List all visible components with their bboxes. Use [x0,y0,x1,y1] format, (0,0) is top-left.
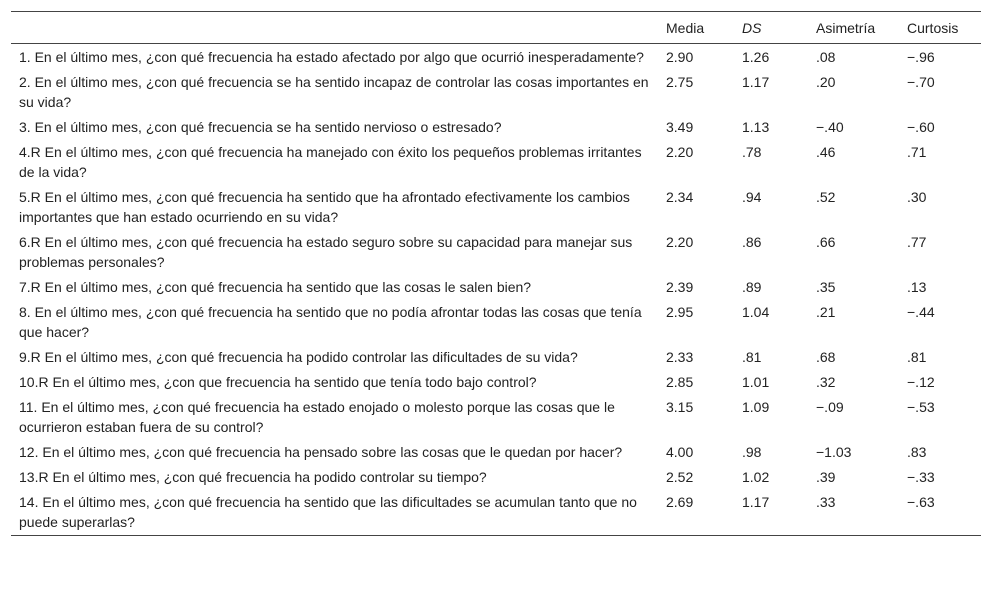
ds-cell: .78 [742,144,762,160]
ds-cell: 1.01 [742,374,770,390]
item-cell: 3. En el último mes, ¿con qué frecuencia se ha sentido nervioso o estresado? [19,119,502,135]
curtosis-cell: .83 [907,444,927,460]
curtosis-cell: .13 [907,279,927,295]
table-container [11,11,981,536]
curtosis-cell: −.70 [907,74,935,90]
header-row [11,12,981,44]
asimetria-cell: −1.03 [816,444,852,460]
asimetria-cell: .33 [808,489,899,536]
asimetria-cell: .32 [816,374,836,390]
media-cell: 2.69 [658,489,734,536]
header-asimetria: Asimetría [808,12,899,44]
table-row [11,489,981,536]
ds-cell: .81 [742,349,762,365]
ds-cell: 1.09 [742,399,770,415]
item-cell: 6.R En el último mes, ¿con qué frecuencia ha estado seguro sobre su capacidad para manejar sus problemas personales? [19,234,633,270]
asimetria-cell: .21 [816,304,836,320]
asimetria-cell: −.40 [816,119,844,135]
curtosis-cell: −.53 [907,399,935,415]
curtosis-cell: −.96 [907,49,935,65]
table-row [11,464,981,489]
media-cell: 2.39 [666,279,694,295]
table-body [11,44,981,536]
header-media: Media [658,12,734,44]
curtosis-cell: −.33 [907,469,935,485]
item-cell: 1. En el último mes, ¿con qué frecuencia ha estado afectado por algo que ocurrió inesperadamente? [19,49,644,65]
asimetria-cell: .20 [816,74,836,90]
table-header [11,12,981,44]
ds-cell: 1.26 [742,49,770,65]
curtosis-cell: −.60 [907,119,935,135]
media-cell: 2.52 [666,469,694,485]
media-cell: 3.15 [666,399,694,415]
table-row [11,229,981,274]
asimetria-cell: .66 [816,234,836,250]
header-ds: DS [734,12,808,44]
table-row [11,439,981,464]
curtosis-cell: −.63 [899,489,981,536]
curtosis-cell: .30 [907,189,927,205]
item-cell: 7.R En el último mes, ¿con qué frecuencia ha sentido que las cosas le salen bien? [19,279,532,295]
media-cell: 3.49 [666,119,694,135]
asimetria-cell: .35 [816,279,836,295]
header-item [11,12,658,44]
item-cell: 12. En el último mes, ¿con qué frecuencia ha pensado sobre las cosas que le quedan por hacer? [19,444,623,460]
item-cell: 5.R En el último mes, ¿con qué frecuencia ha sentido que ha afrontado efectivamente los cambios importantes que han estado ocurriendo en su vida? [19,189,630,225]
table-row [11,69,981,114]
ds-cell: 1.13 [742,119,770,135]
media-cell: 2.33 [666,349,694,365]
table-row [11,44,981,70]
curtosis-cell: −.12 [907,374,935,390]
table-row [11,114,981,139]
item-cell: 9.R En el último mes, ¿con qué frecuencia ha podido controlar las dificultades de su vida? [19,349,578,365]
media-cell: 2.95 [666,304,694,320]
ds-cell: 1.02 [742,469,770,485]
item-cell: 14. En el último mes, ¿con qué frecuencia ha sentido que las dificultades se acumulan tanto que no puede superarlas? [11,489,658,536]
table-row [11,139,981,184]
descriptive-stats-table [11,11,981,536]
item-cell: 4.R En el último mes, ¿con qué frecuencia ha manejado con éxito los pequeños problemas irritantes de la vida? [19,144,642,180]
asimetria-cell: .39 [816,469,836,485]
ds-cell: .94 [742,189,762,205]
media-cell: 2.20 [666,234,694,250]
ds-cell: 1.17 [734,489,808,536]
ds-cell: .86 [742,234,762,250]
item-cell: 8. En el último mes, ¿con qué frecuencia ha sentido que no podía afrontar todas las cosas que tenía que hacer? [19,304,642,340]
table-row [11,274,981,299]
asimetria-cell: .46 [816,144,836,160]
media-cell: 2.75 [666,74,694,90]
asimetria-cell: .08 [816,49,836,65]
table-row [11,394,981,439]
media-cell: 4.00 [666,444,694,460]
ds-cell: .98 [742,444,762,460]
header-curtosis: Curtosis [899,12,981,44]
item-cell: 2. En el último mes, ¿con qué frecuencia se ha sentido incapaz de controlar las cosas importantes en su vida? [19,74,649,110]
curtosis-cell: .81 [907,349,927,365]
curtosis-cell: −.44 [907,304,935,320]
asimetria-cell: .68 [816,349,836,365]
ds-cell: 1.17 [742,74,770,90]
table-row [11,344,981,369]
media-cell: 2.34 [666,189,694,205]
table-row [11,299,981,344]
asimetria-cell: −.09 [816,399,844,415]
curtosis-cell: .71 [907,144,927,160]
item-cell: 13.R En el último mes, ¿con qué frecuencia ha podido controlar su tiempo? [19,469,487,485]
media-cell: 2.85 [666,374,694,390]
item-cell: 10.R En el último mes, ¿con que frecuencia ha sentido que tenía todo bajo control? [19,374,537,390]
ds-cell: 1.04 [742,304,770,320]
media-cell: 2.20 [666,144,694,160]
curtosis-cell: .77 [907,234,927,250]
media-cell: 2.90 [666,49,694,65]
item-cell: 11. En el último mes, ¿con qué frecuencia ha estado enojado o molesto porque las cosas que le ocurrieron estaban fuera de su control? [19,399,615,435]
asimetria-cell: .52 [816,189,836,205]
table-row [11,184,981,229]
ds-cell: .89 [742,279,762,295]
table-row [11,369,981,394]
